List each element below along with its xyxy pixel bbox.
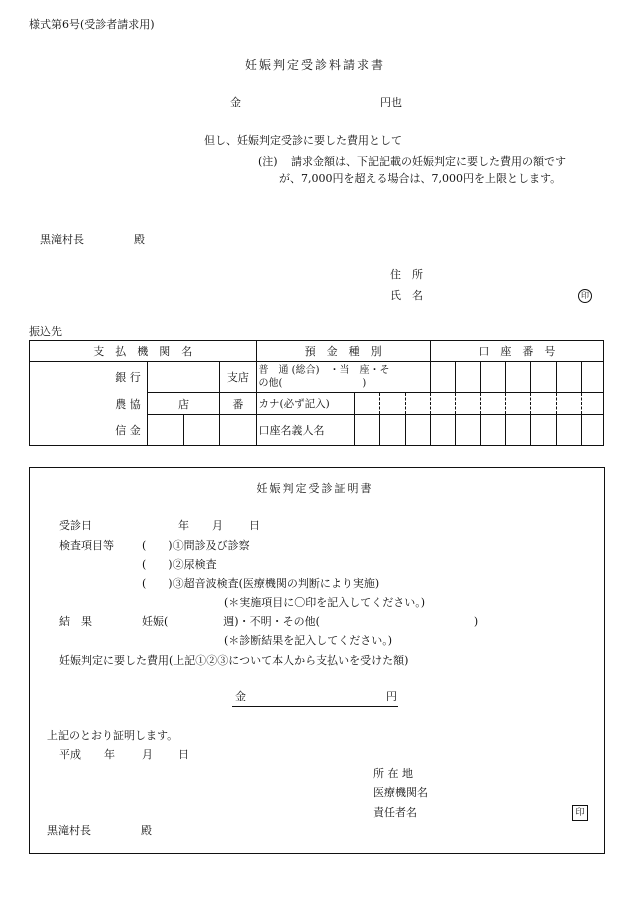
invoice-note-label: (注) — [258, 155, 278, 168]
result-label: 結 果 — [59, 615, 92, 628]
bank-name-cell[interactable] — [147, 362, 219, 393]
invoice-honorific: 殿 — [134, 233, 145, 246]
header-institution: 支 払 機 関 名 — [30, 341, 257, 362]
certificate-title: 妊娠判定受診証明書 — [256, 482, 374, 495]
deposit-type-line1: 普 通 (総合) ・当 座・そ — [258, 365, 390, 376]
invoice-note-line2: が、7,000円を超える場合は、7,000円を上限とします。 — [279, 172, 562, 185]
branch-suffix: 支店 — [220, 362, 256, 393]
kana-cell[interactable] — [430, 393, 455, 415]
seal-square-icon: 印 — [572, 805, 588, 821]
store-cell[interactable] — [147, 415, 183, 446]
kana-cell[interactable] — [455, 393, 480, 415]
bank-transfer-table — [29, 340, 604, 446]
kana-cell[interactable] — [355, 393, 380, 415]
cert-year: 年 — [104, 748, 115, 761]
cost-amount-suffix: 円 — [386, 690, 397, 703]
invoice-note-line1: 請求金額は、下記記載の妊娠判定に要した費用の額です — [291, 155, 566, 168]
header-account-number: 口 座 番 号 — [430, 341, 603, 362]
location-label: 所 在 地 — [373, 767, 413, 780]
store-number-label: 番 — [220, 393, 256, 415]
kana-cell[interactable] — [380, 393, 405, 415]
visit-month: 月 — [212, 519, 223, 532]
deposit-type-line2: の他( ) — [258, 377, 367, 389]
bank-type-ja: 農 協 — [30, 393, 148, 415]
invoice-amount-prefix: 金 — [230, 96, 241, 109]
bank-type-bank: 銀 行 — [30, 362, 148, 393]
visit-date-label: 受診日 — [59, 519, 92, 532]
seal-circle-icon: 印 — [578, 289, 592, 303]
bank-type-shinkin: 信 金 — [30, 415, 148, 446]
institution-label: 医療機関名 — [373, 786, 428, 799]
holder-cell[interactable] — [380, 415, 405, 446]
result-note: (＊診断結果を記入してください。) — [224, 634, 393, 647]
kana-cell[interactable] — [581, 393, 603, 415]
kana-cell[interactable] — [531, 393, 556, 415]
account-digit-cell[interactable] — [581, 362, 603, 393]
cost-amount-field[interactable] — [232, 690, 398, 707]
account-digit-cell[interactable] — [531, 362, 556, 393]
account-digit-cell[interactable] — [556, 362, 581, 393]
bank-section-label: 振込先 — [29, 325, 62, 338]
deposit-type-cell[interactable] — [256, 362, 430, 393]
visit-year: 年 — [178, 519, 189, 532]
cert-honorific: 殿 — [141, 824, 152, 837]
account-digit-cell[interactable] — [455, 362, 480, 393]
name-label: 氏 名 — [390, 289, 423, 302]
kana-cell[interactable] — [481, 393, 506, 415]
certify-text: 上記のとおり証明します。 — [47, 729, 179, 742]
kana-cell[interactable] — [405, 393, 430, 415]
holder-label: 口座名義人名 — [256, 415, 355, 446]
account-digit-cell[interactable] — [430, 362, 455, 393]
form-number: 様式第6号(受診者請求用) — [29, 18, 155, 31]
holder-cell[interactable] — [481, 415, 506, 446]
holder-cell[interactable] — [430, 415, 455, 446]
visit-day: 日 — [249, 519, 260, 532]
result-options[interactable]: 妊娠( 週)・不明・その他( ) — [142, 615, 479, 628]
header-account-type: 預 金 種 別 — [256, 341, 430, 362]
cert-day: 日 — [178, 748, 189, 761]
invoice-title: 妊娠判定受診料請求書 — [244, 58, 385, 72]
kana-label: カナ(必ず記入) — [256, 393, 355, 415]
account-digit-cell[interactable] — [481, 362, 506, 393]
account-digit-cell[interactable] — [506, 362, 531, 393]
invoice-addressee: 黒滝村長 — [40, 233, 84, 246]
holder-cell[interactable] — [355, 415, 380, 446]
cost-label: 妊娠判定に要した費用(上記①②③について本人から支払いを受けた額) — [59, 654, 409, 667]
test-item-3[interactable]: ( )③超音波検査(医療機関の判断により実施) — [142, 577, 380, 590]
holder-cell[interactable] — [506, 415, 531, 446]
cost-amount-prefix: 金 — [235, 690, 246, 703]
cert-addressee: 黒滝村長 — [47, 824, 91, 837]
holder-cell[interactable] — [581, 415, 603, 446]
invoice-amount-suffix: 円也 — [380, 96, 402, 109]
store-label: 店 — [147, 393, 219, 415]
store-cell[interactable] — [220, 415, 256, 446]
cert-month: 月 — [142, 748, 153, 761]
kana-cell[interactable] — [556, 393, 581, 415]
address-label: 住 所 — [390, 268, 423, 281]
kana-cell[interactable] — [506, 393, 531, 415]
tests-note: (＊実施項目に〇印を記入してください。) — [224, 596, 426, 609]
holder-cell[interactable] — [455, 415, 480, 446]
cert-era: 平成 — [59, 748, 81, 761]
holder-cell[interactable] — [531, 415, 556, 446]
invoice-purpose: 但し、妊娠判定受診に要した費用として — [204, 134, 402, 147]
test-item-1[interactable]: ( )①問診及び診察 — [142, 539, 250, 552]
store-cell[interactable] — [184, 415, 220, 446]
holder-cell[interactable] — [405, 415, 430, 446]
test-item-2[interactable]: ( )②尿検査 — [142, 558, 217, 571]
representative-label: 責任者名 — [373, 806, 417, 819]
holder-cell[interactable] — [556, 415, 581, 446]
tests-label: 検査項目等 — [59, 539, 114, 552]
